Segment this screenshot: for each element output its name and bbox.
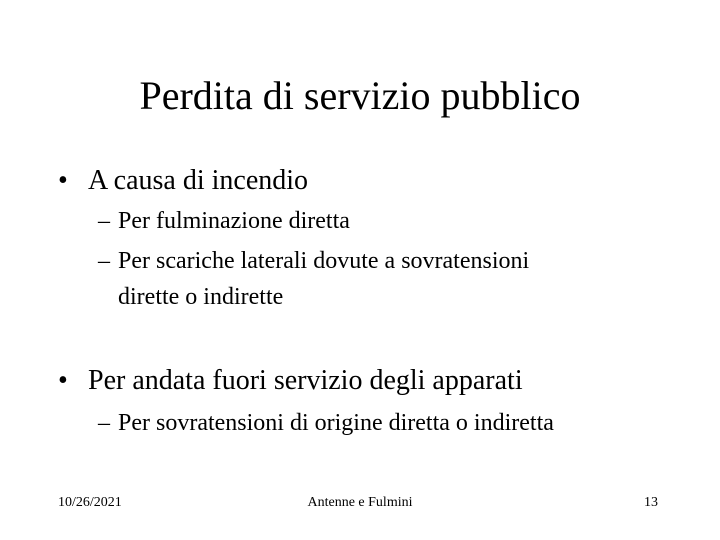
bullet-text: Per andata fuori servizio degli apparati [88,365,523,396]
bullet-text: A causa di incendio [88,165,309,196]
sub-bullet-text: Per scariche laterali dovute a sovratensioni [118,248,530,274]
bullet-item [58,164,308,198]
sub-bullet-text-continued: dirette o indirette [118,284,284,310]
sub-bullet-marker: – [98,410,110,436]
bullet-item [58,364,523,398]
slide-title: Perdita di servizio pubblico [139,73,581,118]
sub-bullet-item [98,408,554,438]
bullet-marker: • [58,365,68,396]
sub-bullet-item [98,246,529,276]
footer-date: 10/26/2021 [58,495,122,510]
bullet-marker: • [58,165,68,196]
sub-bullet-marker: – [98,248,110,274]
sub-bullet-marker: – [98,208,110,234]
sub-bullet-text: Per fulminazione diretta [118,208,350,234]
footer-title: Antenne e Fulmini [307,495,413,510]
sub-bullet-item [98,206,350,236]
footer-page-number: 13 [644,495,658,510]
sub-bullet-text: Per sovratensioni di origine diretta o indiretta [118,410,554,436]
